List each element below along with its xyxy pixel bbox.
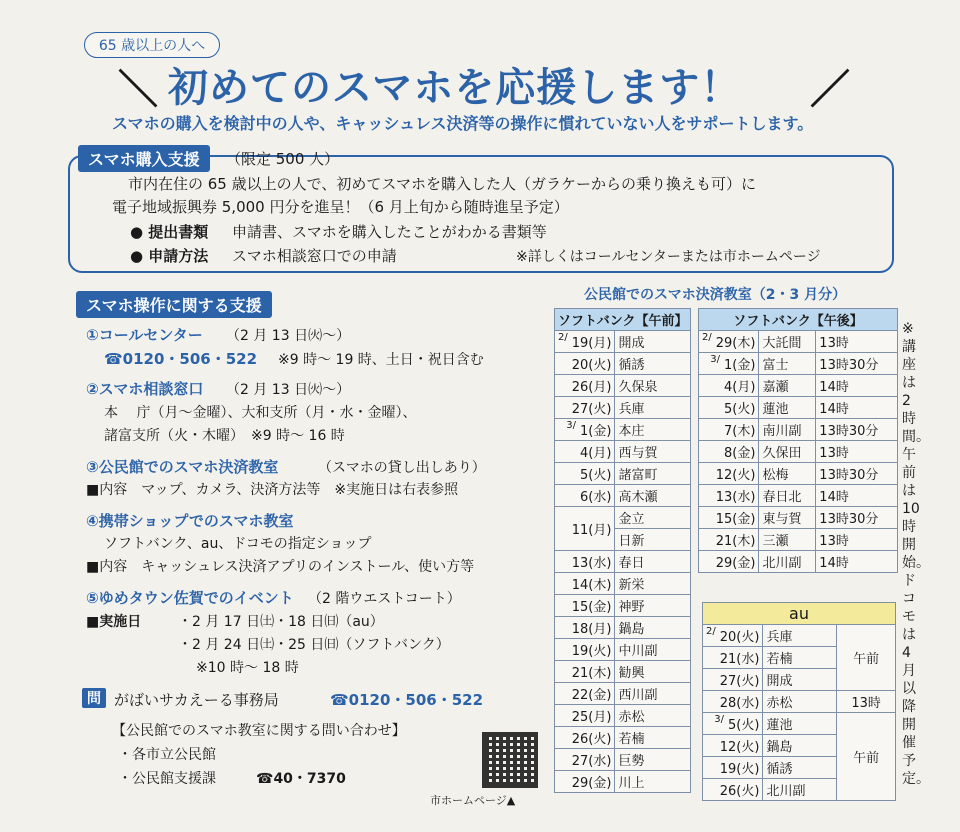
consult-desk-line2: 諸富支所（火・木曜） ※9 時～ 16 時 (104, 428, 345, 444)
softbank-pm-table (698, 308, 898, 573)
venue: 春日北 (759, 485, 816, 507)
date-cell (703, 779, 763, 801)
weekday: (火) (736, 674, 760, 689)
weekday: (金) (588, 776, 612, 791)
day: 26 (571, 380, 589, 395)
qr-code[interactable] (482, 732, 538, 788)
weekday: (火) (736, 718, 760, 733)
slash-right: ／ (810, 67, 850, 113)
au-header: au (703, 603, 896, 625)
venue: 赤松 (763, 691, 837, 713)
weekday: (金) (732, 512, 756, 527)
table-row (699, 397, 898, 419)
month: 3/ (566, 420, 576, 431)
event-title: ⑤ゆめタウン佐賀でのイベント (86, 589, 294, 607)
weekday: (木) (732, 336, 756, 351)
day: 8 (724, 446, 733, 461)
weekday: (火) (588, 468, 612, 483)
table-row (555, 353, 691, 375)
softbank-am-header: ソフトバンク【午前】 (555, 309, 691, 331)
venue: 富士 (759, 353, 816, 375)
start-time: 14時 (816, 397, 898, 419)
date-cell (555, 595, 615, 617)
docs-value: 申請書、スマホを購入したことがわかる書類等 (232, 223, 547, 241)
venue: 兵庫 (763, 625, 837, 647)
kominkan-class-content: ■内容 マップ、カメラ、決済方法等 ※実施日は右表参照 (86, 482, 459, 498)
consult-desk-date: （2 月 13 日㈫～） (226, 382, 351, 398)
method-note: ※詳しくはコールセンターまたは市ホームページ (516, 249, 821, 265)
venue: 中川副 (615, 639, 691, 661)
day: 12 (715, 468, 733, 483)
schedule-heading: 公民館でのスマホ決済教室（2・3 月分） (584, 287, 847, 303)
start-time: 14時 (816, 551, 898, 573)
day: 27 (571, 754, 589, 769)
date-cell (699, 331, 759, 353)
venue: 巨勢 (615, 749, 691, 771)
call-center-date: （2 月 13 日㈫～） (226, 328, 351, 344)
day: 27 (719, 674, 737, 689)
weekday: (火) (736, 740, 760, 755)
date-cell (555, 661, 615, 683)
start-time: 13時 (816, 529, 898, 551)
start-time: 14時 (816, 375, 898, 397)
weekday: (木) (588, 578, 612, 593)
table-row (703, 625, 896, 647)
venue: 開成 (763, 669, 837, 691)
venue: 西与賀 (615, 441, 691, 463)
day: 27 (571, 402, 589, 417)
date-cell (699, 507, 759, 529)
table-row (555, 683, 691, 705)
venue: 鍋島 (615, 617, 691, 639)
table-row (555, 419, 691, 441)
weekday: (水) (736, 652, 760, 667)
call-center-title: ①コールセンター (86, 326, 203, 344)
venue: 循誘 (615, 353, 691, 375)
weekday: (月) (588, 336, 612, 351)
date-cell (555, 771, 615, 793)
start-time: 13時30分 (816, 507, 898, 529)
weekday: (金) (732, 358, 756, 373)
date-cell (699, 463, 759, 485)
month: 2/ (706, 626, 716, 637)
weekday: (水) (588, 556, 612, 571)
start-time: 13時 (816, 441, 898, 463)
weekday: (木) (732, 534, 756, 549)
day: 20 (571, 358, 589, 373)
table-row (555, 617, 691, 639)
day: 26 (719, 784, 737, 799)
day: 5 (580, 468, 589, 483)
venue: 鍋島 (763, 735, 837, 757)
month: 3/ (714, 714, 724, 725)
day: 15 (715, 512, 733, 527)
time-am: 午前 (837, 625, 896, 691)
weekday: (金) (588, 600, 612, 615)
date-cell (699, 485, 759, 507)
age-badge: 65 歳以上の人へ (84, 32, 220, 58)
table-row (555, 375, 691, 397)
venue: 久保泉 (615, 375, 691, 397)
consult-desk-title: ②スマホ相談窓口 (86, 380, 204, 398)
day: 13 (571, 556, 589, 571)
date-cell (699, 419, 759, 441)
weekday: (月) (588, 622, 612, 637)
date-cell (555, 683, 615, 705)
date-cell (699, 375, 759, 397)
table-row (555, 573, 691, 595)
day: 26 (571, 732, 589, 747)
date-cell (555, 507, 615, 551)
day: 4 (580, 446, 589, 461)
day: 7 (724, 424, 733, 439)
date-cell (555, 441, 615, 463)
start-time: 14時 (816, 485, 898, 507)
date-cell (555, 727, 615, 749)
day: 5 (728, 718, 737, 733)
table-row (703, 691, 896, 713)
date-cell (555, 705, 615, 727)
office-phone: ☎0120・506・522 (330, 691, 484, 709)
shop-class-line2: ■内容 キャッシュレス決済アプリのインストール、使い方等 (86, 559, 475, 575)
venue: 北川副 (759, 551, 816, 573)
event-date-1: ・2 月 17 日㈯・18 日㈰（au） (178, 614, 384, 630)
venue: 蓮池 (759, 397, 816, 419)
table-row (555, 397, 691, 419)
day: 1 (724, 358, 733, 373)
table-row (699, 419, 898, 441)
weekday: (火) (736, 762, 760, 777)
table-row (555, 485, 691, 507)
start-time: 13時 (816, 331, 898, 353)
venue: 本庄 (615, 419, 691, 441)
day: 19 (571, 644, 589, 659)
weekday: (水) (736, 696, 760, 711)
date-cell (555, 375, 615, 397)
weekday: (火) (736, 630, 760, 645)
venue: 川上 (615, 771, 691, 793)
venue: 松梅 (759, 463, 816, 485)
weekday: (火) (588, 644, 612, 659)
contact-kominkan: ・各市立公民館 (118, 747, 216, 763)
docs-label: ● 提出書類 (130, 223, 209, 241)
day: 5 (724, 402, 733, 417)
date-cell (699, 441, 759, 463)
date-cell (703, 735, 763, 757)
table-row (699, 507, 898, 529)
time-am: 午前 (837, 713, 896, 801)
table-row (699, 441, 898, 463)
venue: 神野 (615, 595, 691, 617)
month: 2/ (558, 332, 568, 343)
day: 22 (571, 688, 589, 703)
date-cell (555, 639, 615, 661)
weekday: (金) (588, 424, 612, 439)
day: 18 (571, 622, 589, 637)
date-cell (699, 529, 759, 551)
weekday: (月) (588, 446, 612, 461)
date-cell (699, 353, 759, 375)
softbank-am-table (554, 308, 691, 793)
date-cell (703, 647, 763, 669)
weekday: (火) (588, 358, 612, 373)
call-center-note: ※9 時～ 19 時、土日・祝日含む (278, 352, 484, 368)
table-row (555, 507, 691, 529)
weekday: (木) (588, 666, 612, 681)
weekday: (火) (732, 468, 756, 483)
venue: 大託間 (759, 331, 816, 353)
page-title: 初めてのスマホを応援します！ (168, 65, 742, 111)
inquiry-icon: 問 (82, 688, 106, 708)
weekday: (火) (588, 402, 612, 417)
venue: 蓮池 (763, 713, 837, 735)
date-cell (555, 573, 615, 595)
method-label: ● 申請方法 (130, 247, 209, 265)
start-time: 13時30分 (816, 419, 898, 441)
day: 12 (719, 740, 737, 755)
weekday: (水) (588, 754, 612, 769)
venue: 東与賀 (759, 507, 816, 529)
table-row (555, 331, 691, 353)
table-row (703, 713, 896, 735)
weekday: (火) (736, 784, 760, 799)
weekday: (水) (588, 490, 612, 505)
table-row (699, 529, 898, 551)
weekday: (火) (732, 402, 756, 417)
weekday: (水) (732, 490, 756, 505)
day: 21 (571, 666, 589, 681)
day: 28 (719, 696, 737, 711)
table-row (699, 331, 898, 353)
venue: 日新 (615, 529, 691, 551)
day: 29 (715, 556, 733, 571)
day: 19 (571, 336, 589, 351)
weekday: (月) (588, 523, 612, 538)
time-13: 13時 (837, 691, 896, 713)
weekday: (火) (588, 732, 612, 747)
kominkan-class-title: ③公民館でのスマホ決済教室 (86, 458, 279, 476)
table-row (555, 749, 691, 771)
venue: 諸富町 (615, 463, 691, 485)
call-center-phone: ☎0120・506・522 (104, 350, 258, 368)
venue: 赤松 (615, 705, 691, 727)
side-note: ※講座は2時間。午前は10時開始。ドコモは4月以降開催予定。 (902, 321, 930, 787)
start-time: 13時30分 (816, 353, 898, 375)
event-sub: （2 階ウエストコート） (308, 591, 461, 607)
table-row (699, 375, 898, 397)
venue: 金立 (615, 507, 691, 529)
shop-class-title: ④携帯ショップでのスマホ教室 (86, 512, 294, 530)
date-cell (703, 691, 763, 713)
shop-class-line1: ソフトバンク、au、ドコモの指定ショップ (104, 536, 372, 552)
day: 20 (719, 630, 737, 645)
month: 3/ (710, 354, 720, 365)
date-cell (703, 757, 763, 779)
venue: 兵庫 (615, 397, 691, 419)
page-subtitle: スマホの購入を検討中の人や、キャッシュレス決済等の操作に慣れていない人をサポートします。 (112, 114, 814, 133)
weekday: (月) (732, 380, 756, 395)
table-row (555, 727, 691, 749)
ops-support-label: スマホ操作に関する支援 (76, 291, 272, 318)
date-cell (555, 617, 615, 639)
venue: 若楠 (763, 647, 837, 669)
day: 15 (571, 600, 589, 615)
day: 29 (571, 776, 589, 791)
venue: 若楠 (615, 727, 691, 749)
weekday: (金) (732, 556, 756, 571)
event-date-2: ・2 月 24 日㈯・25 日㈰（ソフトバンク） (178, 637, 450, 653)
table-row (555, 595, 691, 617)
date-cell (555, 419, 615, 441)
date-cell (555, 551, 615, 573)
venue: 新栄 (615, 573, 691, 595)
day: 11 (571, 523, 589, 538)
contact-dept: ・公民館支援課 (118, 771, 216, 787)
venue: 開成 (615, 331, 691, 353)
date-cell (555, 749, 615, 771)
table-row (699, 353, 898, 375)
table-row (555, 705, 691, 727)
date-cell (699, 397, 759, 419)
purchase-line1: 市内在住の 65 歳以上の人で、初めてスマホを購入した人（ガラケーからの乗り換えも可）に (128, 175, 757, 193)
table-row (555, 551, 691, 573)
event-date-label: ■実施日 (86, 614, 142, 630)
venue: 三瀬 (759, 529, 816, 551)
table-row (555, 661, 691, 683)
venue: 嘉瀬 (759, 375, 816, 397)
purchase-support-label: スマホ購入支援 (78, 145, 210, 172)
weekday: (月) (588, 380, 612, 395)
venue: 南川副 (759, 419, 816, 441)
table-row (555, 441, 691, 463)
day: 13 (715, 490, 733, 505)
event-time: ※10 時～ 18 時 (196, 660, 299, 676)
date-cell (555, 331, 615, 353)
date-cell (703, 669, 763, 691)
table-row (699, 485, 898, 507)
contact-dept-phone: ☎40・7370 (256, 771, 346, 787)
table-row (555, 771, 691, 793)
day: 14 (571, 578, 589, 593)
table-row (555, 463, 691, 485)
softbank-pm-header: ソフトバンク【午後】 (699, 309, 898, 331)
venue: 春日 (615, 551, 691, 573)
table-row (699, 551, 898, 573)
consult-desk-line1: 本 庁（月～金曜）、大和支所（月・水・金曜）、 (104, 405, 417, 421)
day: 1 (580, 424, 589, 439)
day: 21 (719, 652, 737, 667)
date-cell (703, 713, 763, 735)
method-value: スマホ相談窓口での申請 (232, 247, 397, 265)
date-cell (555, 397, 615, 419)
date-cell (555, 463, 615, 485)
date-cell (699, 551, 759, 573)
venue: 西川副 (615, 683, 691, 705)
qr-label: 市ホームページ▲ (430, 794, 516, 807)
venue: 北川副 (763, 779, 837, 801)
venue: 循誘 (763, 757, 837, 779)
month: 2/ (702, 332, 712, 343)
day: 6 (580, 490, 589, 505)
slash-left: ＼ (118, 67, 158, 113)
weekday: (金) (732, 446, 756, 461)
table-row (699, 463, 898, 485)
start-time: 13時30分 (816, 463, 898, 485)
day: 4 (724, 380, 733, 395)
au-table (702, 602, 896, 801)
weekday: (月) (588, 710, 612, 725)
kominkan-class-sub: （スマホの貸し出しあり） (318, 460, 486, 476)
purchase-line2: 電子地域振興券 5,000 円分を進呈！（6 月上旬から随時進呈予定） (112, 198, 569, 216)
weekday: (木) (732, 424, 756, 439)
date-cell (555, 485, 615, 507)
date-cell (555, 353, 615, 375)
day: 29 (715, 336, 733, 351)
venue: 高木瀬 (615, 485, 691, 507)
date-cell (703, 625, 763, 647)
day: 25 (571, 710, 589, 725)
purchase-limit: （限定 500 人） (226, 150, 340, 168)
office-name: がばいサカえーる事務局 (114, 691, 279, 709)
table-row (555, 639, 691, 661)
venue: 久保田 (759, 441, 816, 463)
inquiry-heading: 【公民館でのスマホ教室に関する問い合わせ】 (112, 723, 406, 739)
venue: 勧興 (615, 661, 691, 683)
day: 19 (719, 762, 737, 777)
day: 21 (715, 534, 733, 549)
weekday: (金) (588, 688, 612, 703)
